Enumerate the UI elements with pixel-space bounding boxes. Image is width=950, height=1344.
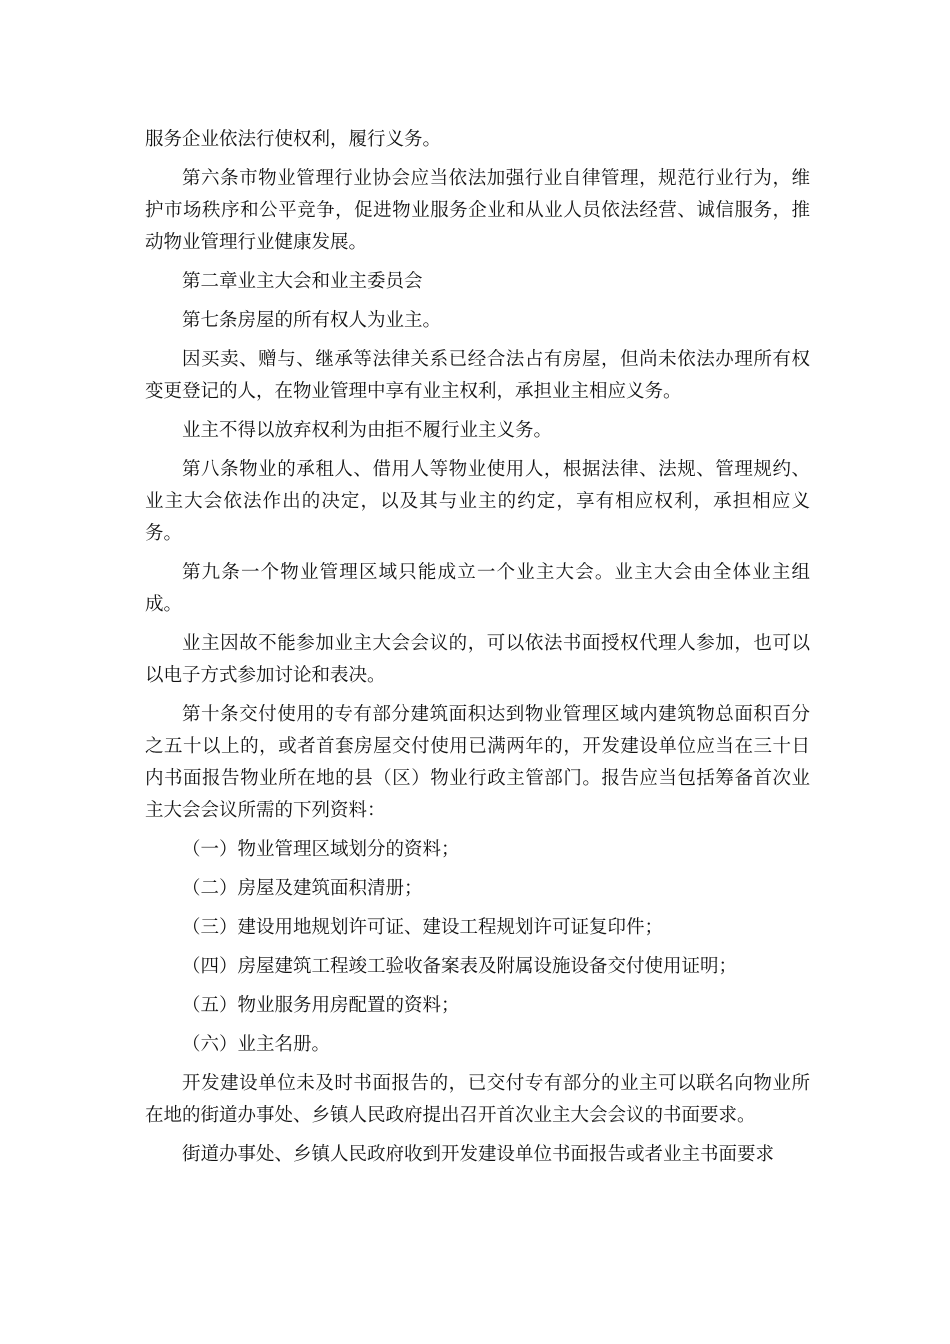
document-body — [145, 124, 810, 1178]
paragraph: 街道办事处、乡镇人民政府收到开发建设单位书面报告或者业主书面要求 — [182, 1144, 775, 1165]
paragraph-article-10: 第十条交付使用的专有部分建筑面积达到物业管理区域内建筑物总面积百分之五十以上的，或者首套房屋交付使用已满两年的，开发建设单位应当在三十日内书面报告物业所在地的县（区）物业行政主管部门。报告应当包括筹备首次业主大会会议所需的下列资料： — [145, 704, 810, 821]
paragraph-article-8: 第八条物业的承租人、借用人等物业使用人，根据法律、法规、管理规约、业主大会依法作出的决定，以及其与业主的约定，享有相应权利，承担相应义务。 — [145, 459, 810, 544]
chapter-heading: 第二章业主大会和业主委员会 — [182, 271, 423, 292]
paragraph: 业主不得以放弃权利为由拒不履行业主义务。 — [182, 420, 553, 441]
paragraph: 开发建设单位未及时书面报告的，已交付专有部分的业主可以联名向物业所在地的街道办事处、乡镇人民政府提出召开首次业主大会会议的书面要求。 — [145, 1073, 810, 1126]
paragraph-continuation: 服务企业依法行使权利，履行义务。 — [145, 129, 442, 150]
paragraph-article-9: 第九条一个物业管理区域只能成立一个业主大会。业主大会由全体业主组成。 — [145, 562, 810, 615]
paragraph: 业主因故不能参加业主大会会议的，可以依法书面授权代理人参加，也可以以电子方式参加讨论和表决。 — [145, 633, 810, 686]
list-item: （五）物业服务用房配置的资料； — [182, 995, 460, 1016]
list-item: （一）物业管理区域划分的资料； — [182, 839, 460, 860]
list-item: （三）建设用地规划许可证、建设工程规划许可证复印件； — [182, 917, 664, 938]
list-item: （二）房屋及建筑面积清册； — [182, 878, 423, 899]
paragraph-article-7: 第七条房屋的所有权人为业主。 — [182, 310, 442, 331]
paragraph-article-6: 第六条市物业管理行业协会应当依法加强行业自律管理，规范行业行为，维护市场秩序和公平竞争，促进物业服务企业和从业人员依法经营、诚信服务，推动物业管理行业健康发展。 — [145, 168, 810, 253]
paragraph: 因买卖、赠与、继承等法律关系已经合法占有房屋，但尚未依法办理所有权变更登记的人，在物业管理中享有业主权利，承担业主相应义务。 — [145, 349, 810, 402]
list-item: （四）房屋建筑工程竣工验收备案表及附属设施设备交付使用证明； — [182, 956, 738, 977]
list-item: （六）业主名册。 — [182, 1034, 331, 1055]
